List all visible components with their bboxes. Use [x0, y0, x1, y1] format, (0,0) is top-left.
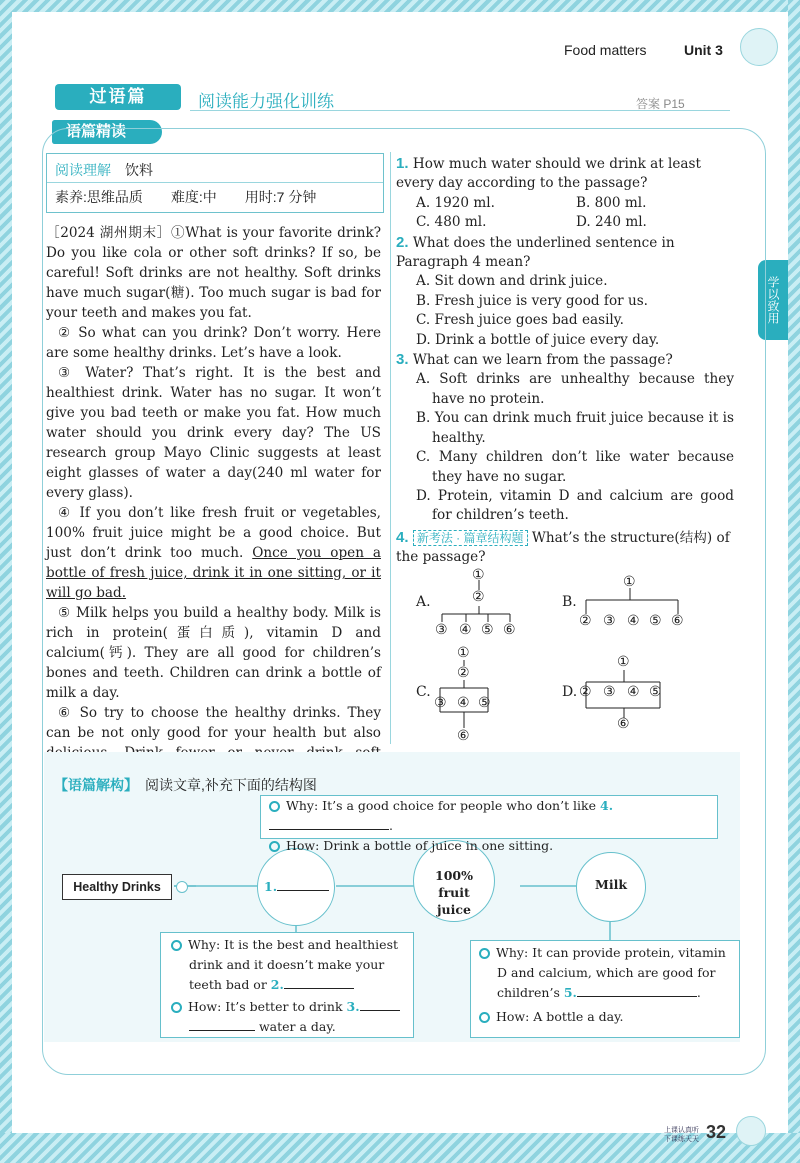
struct-b-label[interactable]: B. [562, 594, 577, 610]
reading-tag: 语篇精读 [52, 120, 162, 144]
q2-option-a[interactable]: A. Sit down and drink juice. [416, 273, 608, 290]
type-label: 阅读理解 [55, 162, 111, 178]
mascot-icon [736, 1116, 766, 1146]
struct-d-label[interactable]: D. [562, 684, 578, 700]
struct-d-node: ⑥ [617, 716, 630, 732]
juice-node: 100% fruit juice [413, 840, 495, 922]
blank-1[interactable] [277, 890, 329, 891]
struct-c-node: ⑤ [478, 695, 491, 711]
side-tab[interactable]: 学以致用 [758, 260, 788, 340]
water-card: Why: It is the best and healthiest drink and it doesn’t make your teeth bad or 2. How: It’s better to drink 3. water a day. [160, 932, 414, 1038]
q3-option-a[interactable]: A. Soft drinks are unhealthy because they have no protein. [416, 371, 734, 407]
underlined-sentence: Once you open a bottle of fresh juice, drink it in one sitting, or it will go bad. [46, 545, 381, 601]
q3-option-c[interactable]: C. Many children don’t like water because they have no sugar. [416, 449, 734, 485]
q1-option-d[interactable]: D. 240 ml. [576, 214, 647, 231]
struct-c-node: ⑥ [457, 728, 470, 744]
bullet-icon [171, 1002, 182, 1013]
footer-slogan: 上课认真听 下课练天天 [664, 1127, 699, 1143]
milk-card: Why: It can provide protein, vitamin D and calcium, which are good for children’s 5. . How: A bottle a day. [470, 940, 740, 1038]
questions [396, 154, 734, 568]
struct-a-node: ⑥ [503, 622, 516, 638]
struct-a-node: ① [472, 567, 485, 583]
struct-c-node: ① [457, 645, 470, 661]
struct-b-node: ⑤ [649, 613, 662, 629]
struct-a-node: ⑤ [481, 622, 494, 638]
blank-3[interactable] [360, 1010, 400, 1011]
paragraph-1: ［2024 湖州期末］①What is your favorite drink? Do you like cola or other soft drinks? If so, be careful! Soft drinks are not healthy. Soft drinks have much sugar(糖). Too much sugar is bad for your teeth and makes you fat. [46, 225, 381, 321]
passage [46, 223, 381, 783]
struct-b-node: ⑥ [671, 613, 684, 629]
mascot-icon [740, 28, 778, 66]
struct-a-label[interactable]: A. [416, 594, 431, 610]
blank-2[interactable] [284, 988, 354, 989]
struct-b-node: ② [579, 613, 592, 629]
unit-label: Unit 3 [684, 42, 723, 58]
struct-d-node: ③ [603, 684, 616, 700]
struct-a-node: ④ [459, 622, 472, 638]
bullet-icon [479, 948, 490, 959]
struct-c-node: ④ [457, 695, 470, 711]
question-2: 2. What does the underlined sentence in Paragraph 4 mean? [396, 233, 675, 271]
section-title: 过语篇 [55, 84, 181, 110]
q1-option-a[interactable]: A. 1920 ml. [416, 194, 495, 211]
paragraph-4: ④ If you don’t like fresh fruit or vegetables, 100% fruit juice might be a good choice. But just don’t drink too much. Once you open a bottle of fresh juice, drink it in one sitting, or it will go bad. [46, 505, 381, 601]
right-border [788, 0, 800, 1163]
q2-option-d[interactable]: D. Drink a bottle of juice every day. [416, 331, 660, 348]
struct-d-node: ⑤ [649, 684, 662, 700]
mindmap-heading: 【语篇解构】 阅读文章,补充下面的结构图 [54, 777, 317, 793]
q2-option-b[interactable]: B. Fresh juice is very good for us. [416, 292, 649, 309]
struct-c-label[interactable]: C. [416, 684, 431, 700]
paragraph-2: ② So what can you drink? Don’t worry. Here are some healthy drinks. Let’s have a look. [46, 325, 381, 361]
question-3: 3. What can we learn from the passage? [396, 351, 673, 369]
bullet-icon [479, 1012, 490, 1023]
paragraph-3: ③ Water? That’s right. It is the best and healthiest drink. Water has no sugar. It won’t give you bad teeth or make you fat. How much water should you drink every day? The US research group Mayo Clinic suggests at least eight glasses of water a day(240 ml water for every glass). [46, 365, 381, 501]
info-box [46, 153, 384, 213]
paragraph-5: ⑤ Milk helps you build a healthy body. Milk is rich in protein(蛋白质), vitamin D and calcium(钙). They are all good for children’s bones and teeth. Children can drink a bottle of milk a day. [46, 605, 381, 701]
q2-option-c[interactable]: C. Fresh juice goes bad easily. [416, 312, 624, 329]
struct-c-node: ③ [434, 695, 447, 711]
struct-b-node: ③ [603, 613, 616, 629]
bullet-icon [269, 841, 280, 852]
struct-a-node: ③ [435, 622, 448, 638]
struct-b-node: ④ [627, 613, 640, 629]
section-subtitle: 阅读能力强化训练 [198, 92, 334, 111]
water-node: 1. [257, 848, 335, 926]
answer-ref: 答案 P15 [636, 97, 685, 111]
struct-a-node: ② [472, 589, 485, 605]
top-border [0, 0, 800, 12]
left-border [0, 0, 12, 1163]
juice-card: Why: It’s a good choice for people who don’t like 4.. How: Drink a bottle of juice in one sitting. [260, 795, 718, 839]
blank-4[interactable] [269, 829, 389, 830]
q1-option-b[interactable]: B. 800 ml. [576, 194, 647, 211]
struct-c-node: ② [457, 665, 470, 681]
paragraph-6: ⑥ So try to choose the healthy drinks. They can be not only good for your health but also [46, 705, 381, 741]
q1-option-c[interactable]: C. 480 ml. [416, 214, 487, 231]
structure-diagrams [410, 562, 710, 750]
type-value: 饮料 [125, 162, 153, 178]
info-line: 素养:思维品质 难度:中 用时:7 分钟 [55, 189, 317, 205]
question-1: 1. How much water should we drink at least every day according to the passage? [396, 155, 701, 192]
node-dot [176, 881, 188, 893]
center-node: Healthy Drinks [62, 874, 172, 900]
blank-5[interactable] [577, 996, 697, 997]
struct-b-node: ① [623, 574, 636, 590]
struct-d-node: ① [617, 654, 630, 670]
column-divider [390, 152, 391, 744]
struct-d-node: ② [579, 684, 592, 700]
struct-d-node: ④ [627, 684, 640, 700]
question-4: 4. 新考法 · 篇章结构题 What’s the structure(结构) of the passage? [396, 528, 730, 566]
milk-node: Milk [576, 852, 646, 922]
bullet-icon [269, 801, 280, 812]
bullet-icon [171, 940, 182, 951]
q3-option-d[interactable]: D. Protein, vitamin D and calcium are good for children’s teeth. [416, 487, 734, 524]
new-question-tag: 新考法 · 篇章结构题 [413, 530, 528, 546]
page-number: 32 [706, 1122, 727, 1142]
q3-option-b[interactable]: B. You can drink much fruit juice because it is healthy. [416, 410, 734, 446]
unit-topic: Food matters [564, 42, 647, 58]
